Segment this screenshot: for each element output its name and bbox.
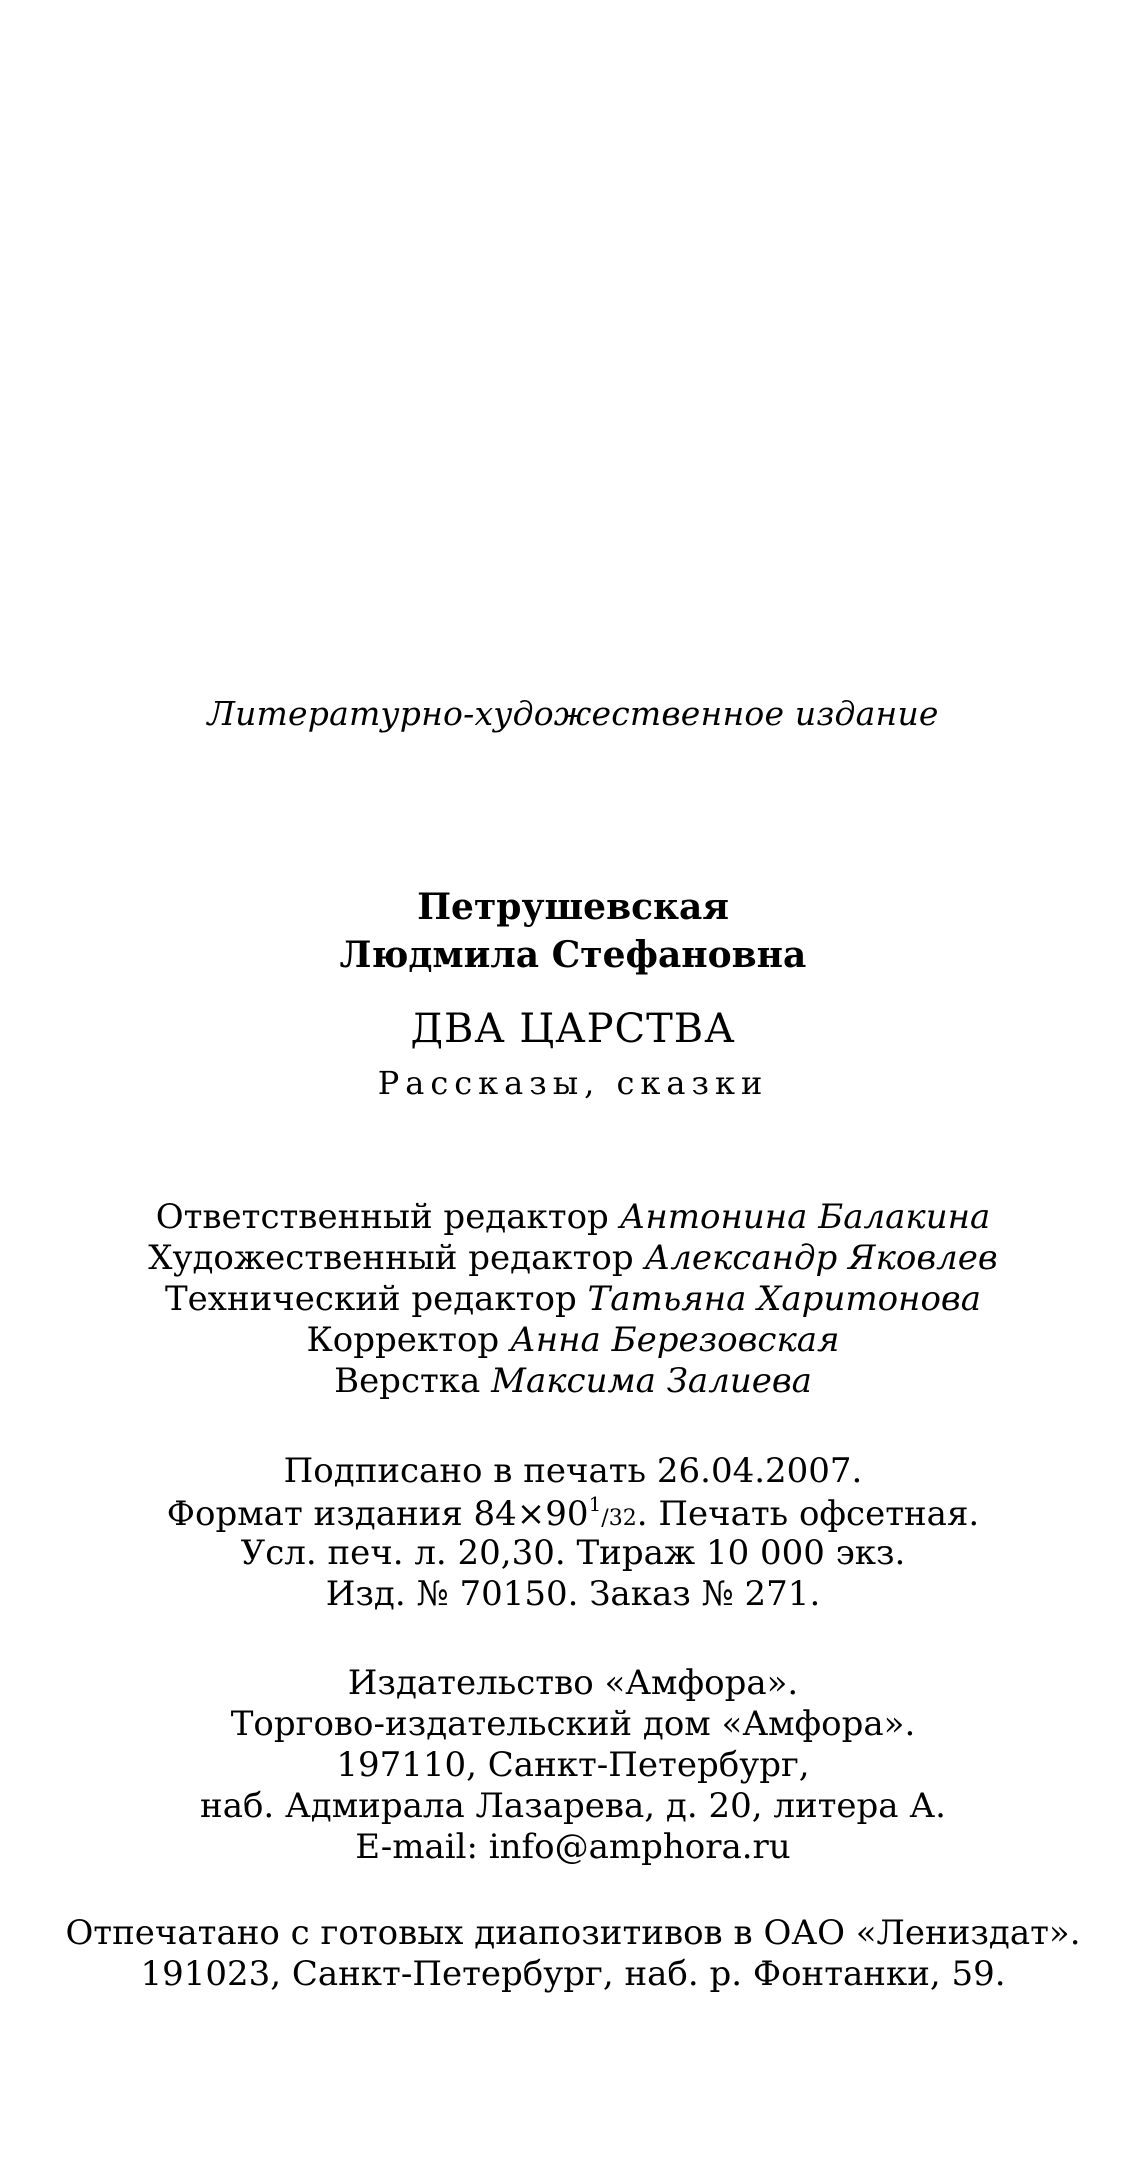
credit-name: Александр Яковлев — [644, 1238, 998, 1278]
publisher-city: 197110, Санкт-Петербург, — [336, 1745, 810, 1785]
credit-name: Максима Залиева — [491, 1361, 812, 1401]
book-title: ДВА ЦАРСТВА — [410, 1006, 736, 1052]
format-suffix: . Печать офсетная. — [636, 1494, 980, 1534]
publisher-email: E-mail: info@amphora.ru — [355, 1827, 791, 1867]
book-subtitle: Рассказы, сказки — [377, 1064, 769, 1102]
credit-art-editor — [0, 1238, 1146, 1278]
printer-line-1: Отпечатано с готовых диапозитивов в ОАО «Лениздат». — [65, 1913, 1081, 1953]
credit-proofreader — [0, 1320, 1146, 1360]
printer-line-2: 191023, Санкт-Петербург, наб. р. Фонтанки, 59. — [140, 1954, 1006, 1994]
author-surname: Петрушевская — [417, 886, 729, 928]
print-order: Изд. № 70150. Заказ № 271. — [325, 1574, 821, 1614]
publisher-name: Издательство «Амфора». — [347, 1663, 799, 1703]
credit-name: Антонина Балакина — [619, 1197, 991, 1237]
publisher-street: наб. Адмирала Лазарева, д. 20, литера А. — [200, 1786, 946, 1826]
credit-layout — [0, 1361, 1146, 1401]
format-numerator: 1 — [588, 1492, 602, 1516]
credit-role: Верстка — [334, 1361, 481, 1401]
credit-role: Корректор — [306, 1320, 500, 1360]
credit-role: Технический редактор — [165, 1279, 577, 1319]
print-sheets-run: Усл. печ. л. 20,30. Тираж 10 000 экз. — [240, 1533, 906, 1573]
credit-name: Анна Березовская — [510, 1320, 840, 1360]
credit-responsible-editor — [0, 1197, 1146, 1237]
edition-type: Литературно-художественное издание — [207, 694, 939, 733]
credit-technical-editor — [0, 1279, 1146, 1319]
author-given-names: Людмила Стефановна — [339, 934, 807, 976]
format-prefix: Формат издания 84×90 — [166, 1494, 589, 1534]
credit-role: Ответственный редактор — [155, 1197, 609, 1237]
print-signed-date: Подписано в печать 26.04.2007. — [283, 1451, 863, 1491]
format-denominator: /32 — [601, 1506, 637, 1531]
credit-role: Художественный редактор — [148, 1238, 634, 1278]
publisher-house: Торгово-издательский дом «Амфора». — [230, 1704, 916, 1744]
credit-name: Татьяна Харитонова — [587, 1279, 981, 1319]
print-format — [0, 1492, 1146, 1534]
